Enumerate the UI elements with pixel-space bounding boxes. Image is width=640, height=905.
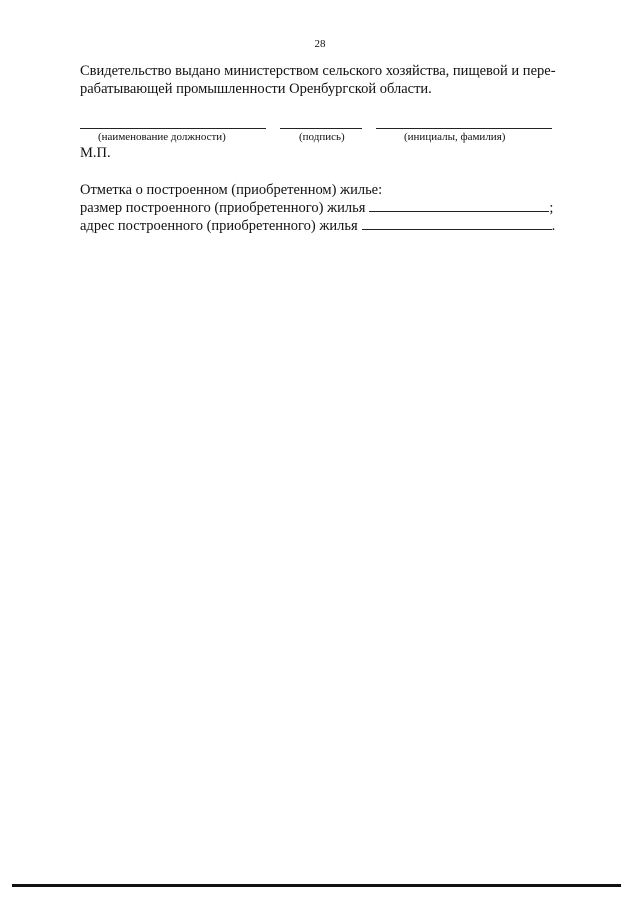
housing-address-end: . [551, 218, 556, 234]
housing-size-blank [369, 199, 549, 212]
page-number: 28 [314, 38, 326, 50]
signature-line [280, 128, 362, 129]
certificate-text-line-2: рабатывающей промышленности Оренбургской области. [80, 81, 432, 97]
certificate-paragraph [80, 62, 580, 98]
position-signature-line [80, 128, 266, 129]
housing-size-label: размер построенного (приобретенного) жилья [80, 200, 366, 216]
housing-address-label: адрес построенного (приобретенного) жилья [80, 218, 358, 234]
housing-mark-block [80, 182, 600, 235]
certificate-text-line-1: Свидетельство выдано министерством сельского хозяйства, пищевой и пере- [80, 63, 556, 79]
page-bottom-border [12, 884, 621, 887]
housing-mark-heading-row [80, 182, 600, 199]
housing-address-row [80, 217, 600, 235]
housing-size-row [80, 199, 600, 217]
housing-address-blank [362, 217, 552, 230]
name-caption: (инициалы, фамилия) [404, 131, 506, 143]
position-caption: (наименование должности) [98, 131, 226, 143]
name-signature-line [376, 128, 552, 129]
stamp-place-label: М.П. [80, 145, 111, 161]
housing-size-end: ; [549, 200, 554, 216]
housing-mark-heading: Отметка о построенном (приобретенном) жилье: [80, 182, 383, 198]
signature-caption: (подпись) [299, 131, 345, 143]
